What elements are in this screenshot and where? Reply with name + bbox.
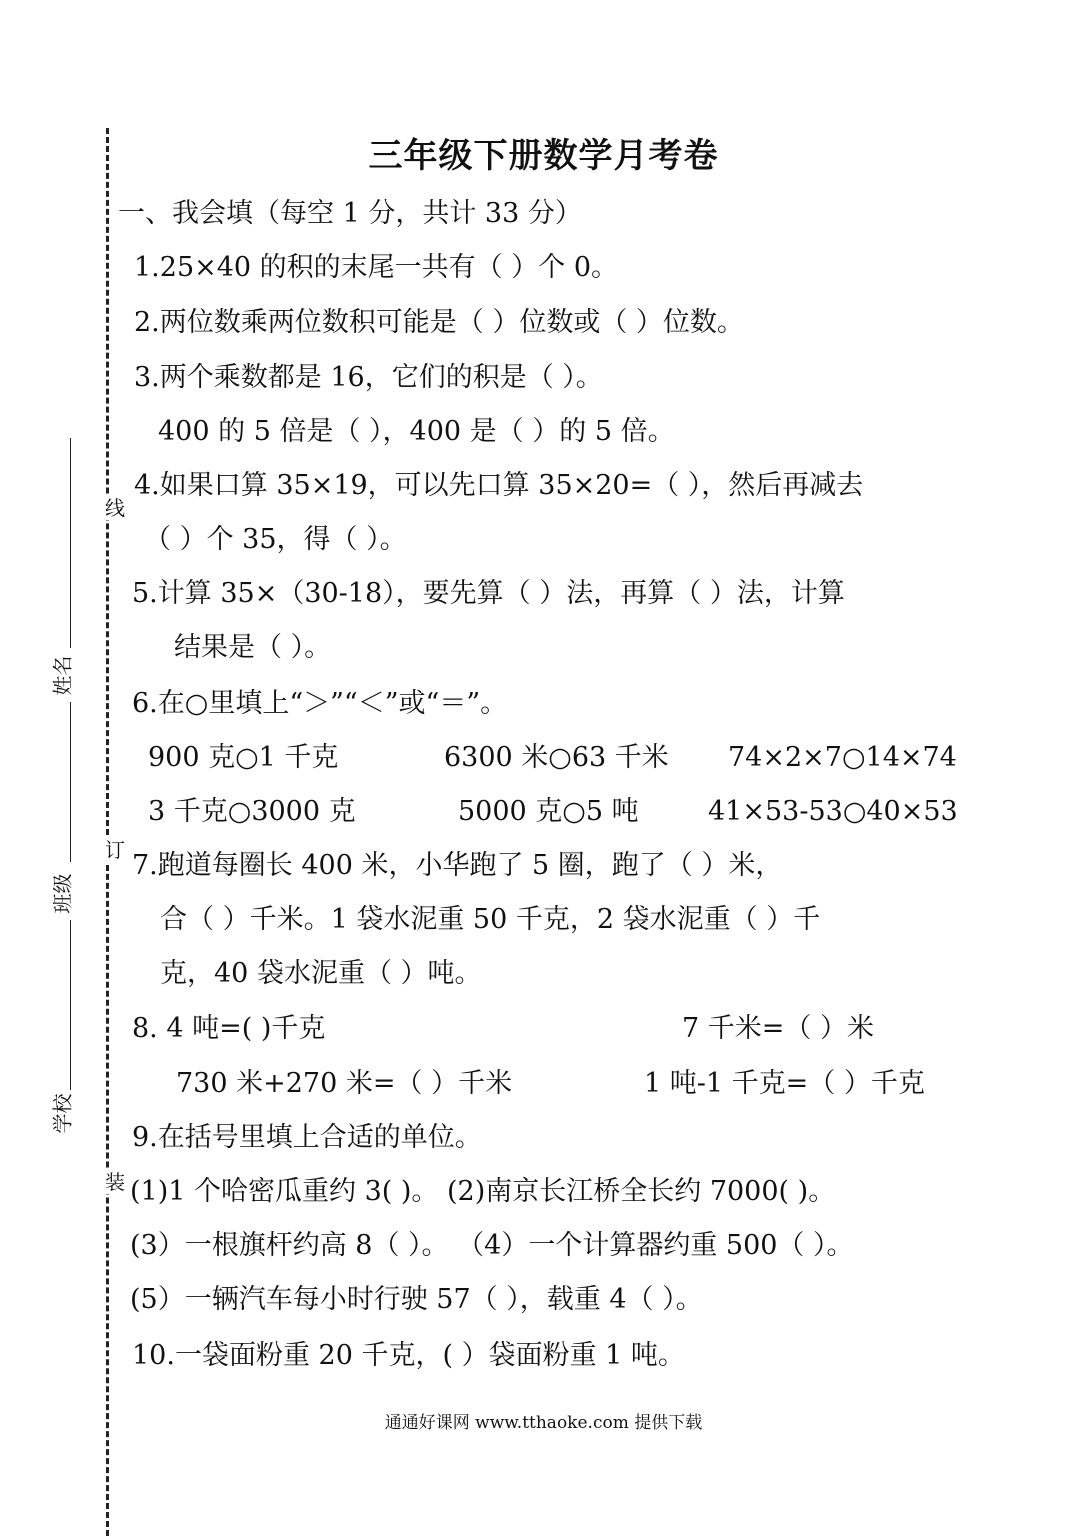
compare-item: 5000 克○5 吨 <box>458 796 639 827</box>
class-field-label: 班级 <box>50 873 75 914</box>
question-10: 10.一袋面粉重 20 千克，( ）袋面粉重 1 吨。 <box>132 1340 685 1371</box>
compare-item: 41×53-53○40×53 <box>708 796 958 827</box>
question-3b: 400 的 5 倍是（ ），400 是（ ）的 5 倍。 <box>158 416 675 447</box>
name-field-label: 姓名 <box>50 655 75 696</box>
question-4b: （ ）个 35，得（ ）。 <box>144 524 407 555</box>
question-4a: 4.如果口算 35×19，可以先口算 35×20=（ ），然后再减去 <box>134 470 864 501</box>
question-5a: 5.计算 35×（30-18），要先算（ ）法，再算（ ）法，计算 <box>132 578 845 609</box>
page-title: 三年级下册数学月考卷 <box>368 136 719 176</box>
question-7b: 合（ ）千米。1 袋水泥重 50 千克，2 袋水泥重（ ）千 <box>160 904 821 935</box>
compare-item: 3 千克○3000 克 <box>148 796 356 827</box>
question-2: 2.两位数乘两位数积可能是（ ）位数或（ ）位数。 <box>134 307 744 338</box>
section-heading: 一、我会填（每空 1 分，共计 33 分） <box>118 198 582 229</box>
class-field-line <box>70 702 71 862</box>
name-field-line <box>70 438 71 648</box>
compare-item: 74×2×7○14×74 <box>728 742 957 773</box>
unit-conversion: 730 米+270 米=（ ）千米 <box>176 1068 513 1099</box>
binding-dashed-line <box>106 128 109 1536</box>
binding-char-ding: 订 <box>102 838 128 862</box>
question-7a: 7.跑道每圈长 400 米，小华跑了 5 圈，跑了（ ）米， <box>132 850 783 881</box>
question-1: 1.25×40 的积的末尾一共有（ ）个 0。 <box>134 252 619 283</box>
unit-conversion: 1 吨-1 千克=（ ）千克 <box>644 1068 925 1099</box>
compare-item: 900 克○1 千克 <box>148 742 339 773</box>
school-field-line <box>70 920 71 1090</box>
question-5b: 结果是（ ）。 <box>174 632 332 663</box>
binding-char-xian: 线 <box>102 496 128 520</box>
question-9-row: (3）一根旗杆约高 8（ ）。 （4）一个计算器约重 500（ ）。 <box>130 1230 854 1261</box>
unit-conversion: 7 千米=（ ）米 <box>682 1013 874 1044</box>
unit-conversion: 8. 4 吨=( )千克 <box>132 1013 326 1044</box>
question-3a: 3.两个乘数都是 16，它们的积是（ ）。 <box>134 362 603 393</box>
compare-item: 6300 米○63 千米 <box>444 742 669 773</box>
question-9-row: (5）一辆汽车每小时行驶 57（ ），载重 4（ ）。 <box>130 1284 703 1315</box>
question-7c: 克，40 袋水泥重（ ）吨。 <box>160 958 482 989</box>
school-field-label: 学校 <box>50 1093 75 1134</box>
question-9: 9.在括号里填上合适的单位。 <box>132 1122 482 1153</box>
question-9-row: (1)1 个哈密瓜重约 3( )。 (2)南京长江桥全长约 7000( )。 <box>130 1176 836 1207</box>
binding-char-zhuang: 装 <box>102 1170 128 1194</box>
footer-credit: 通通好课网 www.tthaoke.com 提供下载 <box>384 1413 703 1433</box>
question-6: 6.在○里填上“＞”“＜”或“＝”。 <box>132 688 508 719</box>
